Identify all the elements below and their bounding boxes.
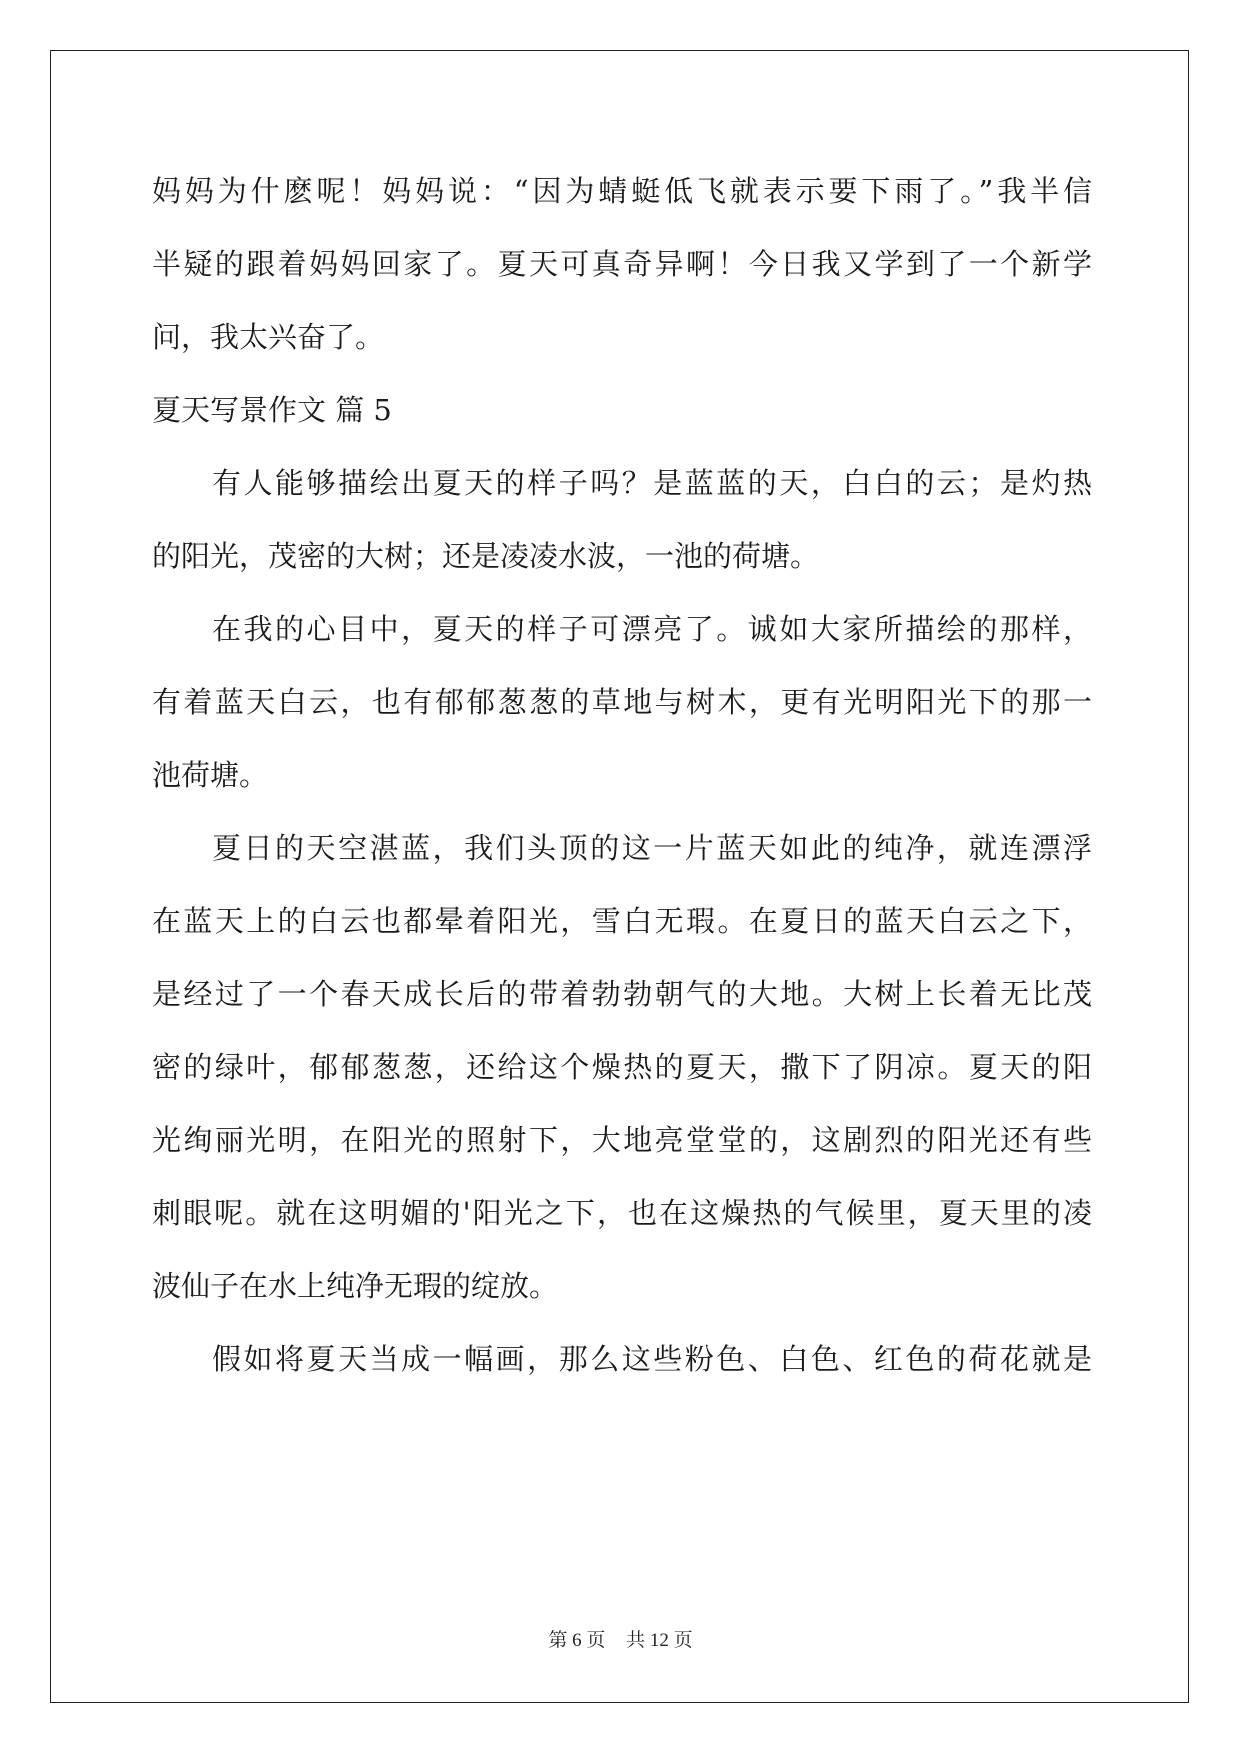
text-line-8: 有着蓝天白云，也有郁郁葱葱的草地与树木，更有光明阳光下的那一 [152,685,1092,719]
section-heading: 夏天写景作文 篇 5 [152,393,392,427]
text-line-7: 在我的心目中，夏天的样子可漂亮了。诚如大家所描绘的那样， [212,612,1092,646]
text-line-17: 假如将夏天当成一幅画，那么这些粉色、白色、红色的荷花就是 [212,1342,1092,1376]
document-body [152,155,1092,1396]
text-line-11: 在蓝天上的白云也都晕着阳光，雪白无瑕。在夏日的蓝天白云之下， [152,904,1092,938]
text-line-3: 问，我太兴奋了。 [152,320,385,354]
page-footer [0,1625,1241,1652]
page-number: 第 6 页 [548,1630,606,1651]
text-line-16: 波仙子在水上纯净无瑕的绽放。 [152,1269,559,1303]
page-total: 共 12 页 [626,1630,693,1651]
text-line-5: 有人能够描绘出夏天的样子吗？是蓝蓝的天，白白的云；是灼热 [212,466,1092,500]
text-line-12: 是经过了一个春天成长后的带着勃勃朝气的大地。大树上长着无比茂 [152,977,1092,1011]
text-line-6: 的阳光，茂密的大树；还是凌凌水波，一池的荷塘。 [152,539,820,573]
text-line-9: 池荷塘。 [152,758,269,792]
text-line-2: 半疑的跟着妈妈回家了。夏天可真奇异啊！今日我又学到了一个新学 [152,247,1092,281]
text-line-14: 光绚丽光明，在阳光的照射下，大地亮堂堂的，这剧烈的阳光还有些 [152,1123,1092,1157]
text-line-13: 密的绿叶，郁郁葱葱，还给这个燥热的夏天，撒下了阴凉。夏天的阳 [152,1050,1092,1084]
text-line-10: 夏日的天空湛蓝，我们头顶的这一片蓝天如此的纯净，就连漂浮 [212,831,1092,865]
text-line-15: 刺眼呢。就在这明媚的'阳光之下，也在这燥热的气候里，夏天里的凌 [152,1196,1092,1230]
text-line-1: 妈妈为什麽呢！妈妈说：“因为蜻蜓低飞就表示要下雨了。”我半信 [152,174,1092,208]
